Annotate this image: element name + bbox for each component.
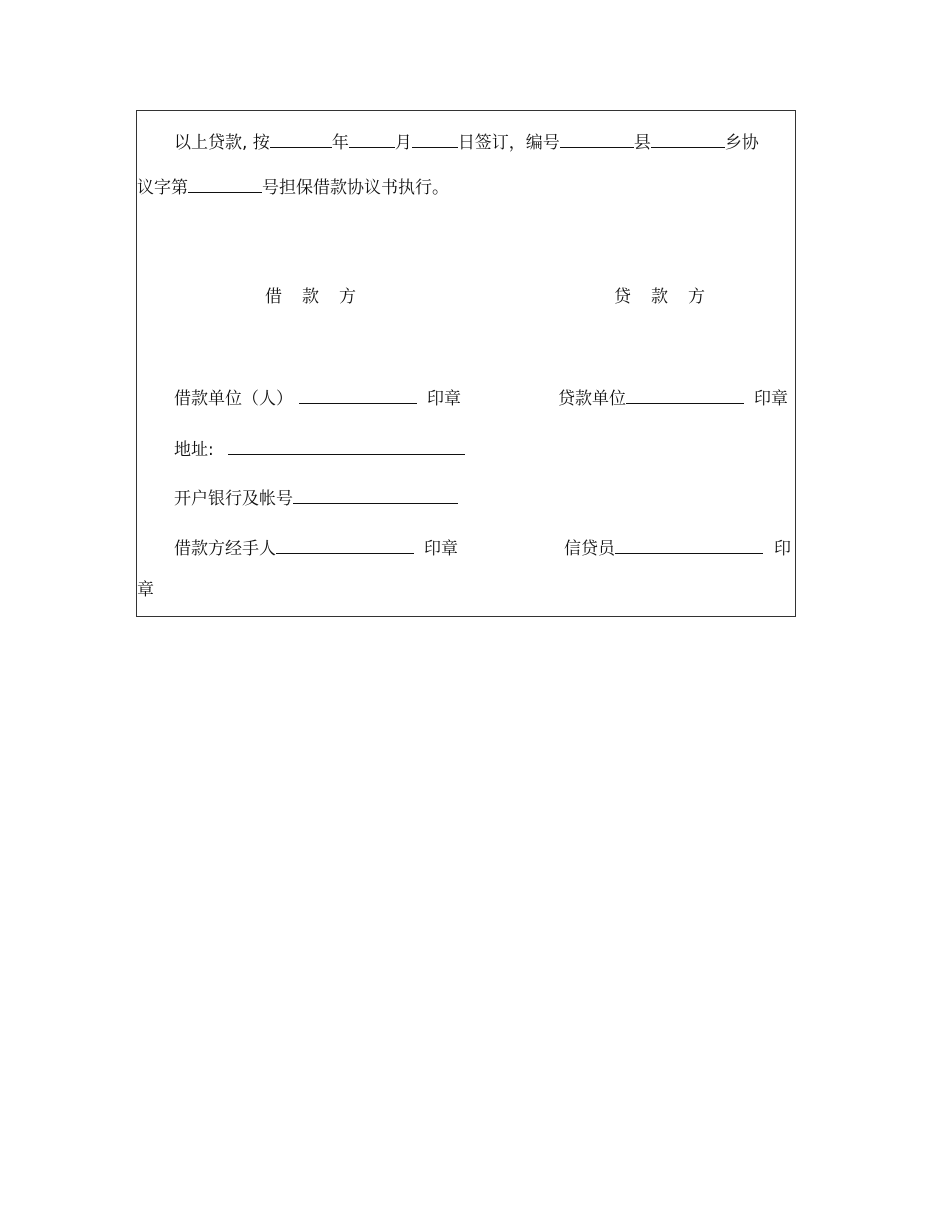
address-row xyxy=(174,439,465,459)
borrower-agent-blank[interactable] xyxy=(276,538,414,554)
borrower-heading xyxy=(265,287,356,307)
serial-blank[interactable] xyxy=(188,177,262,193)
heading-char: 方 xyxy=(688,287,705,307)
heading-char: 方 xyxy=(339,287,356,307)
seal-label: 印章 xyxy=(424,539,458,559)
agreement-text: 乡协 xyxy=(724,133,759,153)
heading-char: 借 xyxy=(265,287,282,307)
seal-wrap-row xyxy=(137,580,154,600)
heading-char: 贷 xyxy=(614,287,631,307)
borrower-agent-label: 借款方经手人 xyxy=(174,539,276,559)
agreement-text: 以上贷款, 按 xyxy=(174,133,270,153)
borrower-unit-row xyxy=(174,388,461,408)
heading-char: 款 xyxy=(302,287,319,307)
agreement-text: 月 xyxy=(394,133,412,153)
lender-unit-label: 贷款单位 xyxy=(558,389,626,409)
county-blank[interactable] xyxy=(651,132,725,148)
seal-wrap-second: 章 xyxy=(137,580,154,600)
borrower-unit-label: 借款单位（人） xyxy=(174,389,293,409)
agreement-text: 议字第 xyxy=(137,178,188,198)
day-blank[interactable] xyxy=(412,132,458,148)
lender-unit-blank[interactable] xyxy=(626,388,744,404)
year-blank[interactable] xyxy=(270,132,332,148)
bank-account-label: 开户银行及帐号 xyxy=(174,489,293,509)
credit-officer-label: 信贷员 xyxy=(564,539,615,559)
lender-unit-row xyxy=(558,388,788,408)
address-label: 地址: xyxy=(174,440,214,460)
seal-label: 印章 xyxy=(754,389,788,409)
credit-officer-row xyxy=(564,538,791,558)
number-blank[interactable] xyxy=(560,132,634,148)
agreement-text: 年 xyxy=(331,133,349,153)
bank-account-row xyxy=(174,488,458,508)
borrower-agent-row xyxy=(174,538,458,558)
credit-officer-blank[interactable] xyxy=(615,538,763,554)
agreement-text: 日签订，编号 xyxy=(457,133,560,153)
bank-account-blank[interactable] xyxy=(293,488,458,504)
agreement-line-1 xyxy=(174,132,759,152)
agreement-text: 县 xyxy=(633,133,651,153)
agreement-line-2 xyxy=(137,177,449,197)
month-blank[interactable] xyxy=(349,132,395,148)
address-blank[interactable] xyxy=(228,439,465,455)
heading-char: 款 xyxy=(651,287,668,307)
seal-label: 印章 xyxy=(427,389,461,409)
agreement-text: 号担保借款协议书执行。 xyxy=(262,178,449,198)
borrower-unit-blank[interactable] xyxy=(299,388,417,404)
agreement-box xyxy=(136,110,796,617)
lender-heading xyxy=(614,287,705,307)
seal-wrap-first: 印 xyxy=(774,539,791,559)
